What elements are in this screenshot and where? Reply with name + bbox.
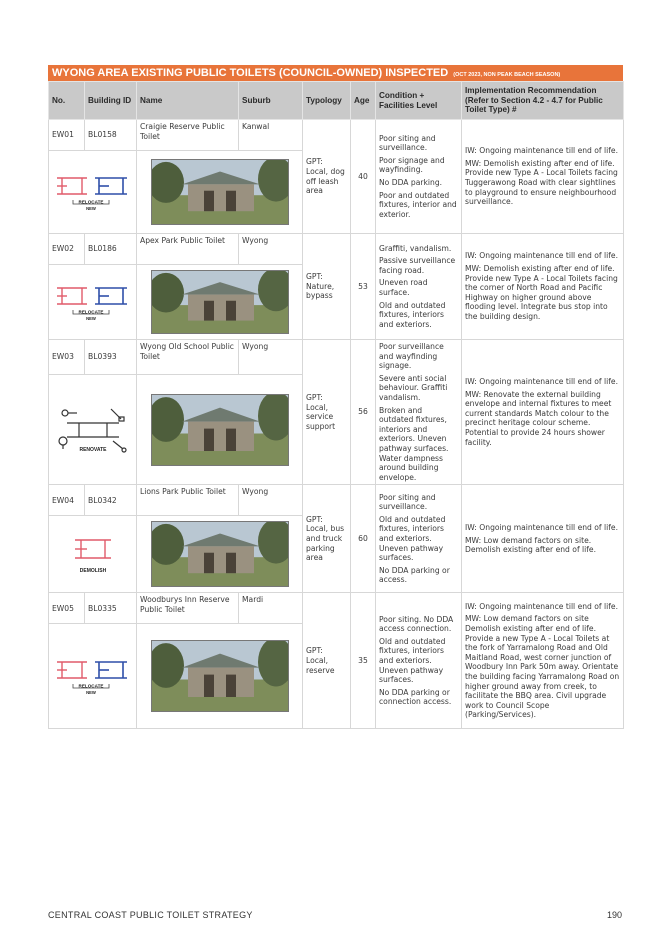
action-label: RENOVATE	[78, 446, 107, 453]
photo-cell	[137, 151, 303, 234]
table-title-main: WYONG AREA EXISTING PUBLIC TOILETS (COUNCIL-OWNED) INSPECTED	[52, 67, 449, 79]
row-building-id: BL0186	[85, 234, 137, 265]
action-diagram	[49, 151, 137, 234]
row-implementation	[462, 120, 624, 234]
action-label: RELOCATE	[78, 309, 103, 315]
row-number: EW02	[49, 234, 85, 265]
condition-item: Old and outdated fixtures, interiors and exteriors. Uneven pathway surfaces.	[379, 514, 446, 563]
row-implementation	[462, 593, 624, 729]
row-suburb: Wyong	[239, 340, 303, 375]
action-label: RELOCATE	[78, 683, 103, 689]
header-typology: Typology	[303, 82, 351, 120]
row-building-id: BL0335	[85, 593, 137, 624]
implementation-item: MW: Renovate the external building envelope and internal fixtures to meet current standards Match colour to the precinct heritage colour scheme. Potential to provide 24 hours shower facility.	[465, 389, 612, 447]
row-number: EW04	[49, 485, 85, 516]
implementation-item: MW: Low demand factors on site Demolish existing after end of life. Provide a new Type A - Local Toilets at the fork of Yarramalong Road and Old Maitland Road, west corner junction of Woodbury Inn Park 50m away. Orientate the building facing Yarramalong Road on higher ground away from creek, to facilitate the BBQ area. Civil upgrade work to Council Scope (Parking/Services).	[465, 614, 620, 720]
condition-item: Severe anti social behaviour. Graffiti vandalism.	[379, 373, 448, 402]
header-condition: Condition + Facilities Level	[376, 82, 462, 120]
row-typology: GPT: Local, service support	[303, 340, 351, 485]
table-row	[49, 340, 624, 375]
row-age: 40	[351, 120, 376, 234]
action-sublabel: NEW	[85, 690, 96, 696]
row-condition	[376, 593, 462, 729]
implementation-item: MW: Demolish existing after end of life. Provide new Type A - Local Toilets facing Tuggerawong Road with clear sightlines to playground to ensure neighbourhood surveillance.	[465, 158, 618, 207]
row-age: 53	[351, 234, 376, 340]
table-row	[49, 120, 624, 151]
condition-item: No DDA parking or connection access.	[379, 687, 452, 707]
condition-item: Poor signage and wayfinding.	[379, 155, 445, 175]
demolish-diagram-icon	[53, 532, 133, 576]
row-implementation	[462, 340, 624, 485]
condition-item: Poor siting. No DDA access connection.	[379, 614, 454, 634]
row-name: Apex Park Public Toilet	[137, 234, 239, 265]
implementation-item: IW: Ongoing maintenance till end of life.	[465, 522, 619, 532]
header-no: No.	[49, 82, 85, 120]
row-implementation	[462, 234, 624, 340]
action-diagram	[49, 624, 137, 729]
condition-item: Broken and outdated fixtures, interiors and exteriors. Uneven pathway surfaces. Water dampness around building envelope.	[379, 405, 449, 482]
table-row	[49, 234, 624, 265]
row-age: 56	[351, 340, 376, 485]
action-label: RELOCATE	[78, 199, 103, 205]
renovate-diagram-icon	[53, 405, 133, 455]
row-suburb: Wyong	[239, 234, 303, 265]
condition-item: Uneven road surface.	[379, 278, 428, 297]
row-building-id: BL0158	[85, 120, 137, 151]
action-diagram	[49, 516, 137, 593]
row-implementation	[462, 485, 624, 593]
row-typology: GPT: Local, bus and truck parking area	[303, 485, 351, 593]
table-header-row	[49, 82, 624, 120]
row-typology: GPT: Local, reserve	[303, 593, 351, 729]
row-building-id: BL0342	[85, 485, 137, 516]
relocate-diagram-icon	[53, 280, 133, 324]
row-building-id: BL0393	[85, 340, 137, 375]
condition-item: No DDA parking.	[379, 178, 443, 187]
implementation-item: IW: Ongoing maintenance till end of life.	[465, 146, 619, 156]
row-typology: GPT: Local, dog off leash area	[303, 120, 351, 234]
row-age: 35	[351, 593, 376, 729]
table-row	[49, 485, 624, 516]
header-building-id: Building ID	[85, 82, 137, 120]
photo-cell	[137, 624, 303, 729]
condition-item: Poor surveillance and wayfinding signage.	[379, 342, 444, 371]
table-row	[49, 593, 624, 624]
table-title-sub: (OCT 2023, NON PEAK BEACH SEASON)	[453, 72, 561, 78]
row-number: EW01	[49, 120, 85, 151]
condition-item: No DDA parking or access.	[379, 565, 450, 585]
toilet-building-photo	[151, 521, 289, 587]
row-condition	[376, 340, 462, 485]
page-number: 190	[606, 910, 622, 920]
header-implementation: Implementation Recommendation (Refer to Section 4.2 - 4.7 for Public Toilet Type) #	[462, 82, 624, 120]
row-number: EW03	[49, 340, 85, 375]
header-name: Name	[137, 82, 239, 120]
condition-item: Graffiti, vandalism.	[379, 243, 452, 253]
row-age: 60	[351, 485, 376, 593]
implementation-item: MW: Demolish existing after end of life. Provide new Type A - Local Toilets facing the corner of North Road and Pacific Highway on higher ground above flooding level. Integrate bus stop into the building design.	[465, 264, 618, 321]
header-suburb: Suburb	[239, 82, 303, 120]
condition-item: Old and outdated fixtures, interiors and exteriors. Uneven pathway surfaces.	[379, 636, 446, 685]
implementation-item: IW: Ongoing maintenance till end of life.	[465, 251, 619, 261]
action-diagram	[49, 265, 137, 340]
toilet-building-photo	[151, 640, 289, 712]
row-suburb: Kanwal	[239, 120, 303, 151]
row-typology: GPT: Nature, bypass	[303, 234, 351, 340]
condition-item: Poor and outdated fixtures, interior and exterior.	[379, 190, 457, 219]
relocate-diagram-icon	[53, 654, 133, 698]
action-label: DEMOLISH	[79, 568, 106, 575]
toilet-building-photo	[151, 159, 289, 225]
toilet-building-photo	[151, 270, 289, 334]
row-suburb: Wyong	[239, 485, 303, 516]
photo-cell	[137, 375, 303, 485]
row-suburb: Mardi	[239, 593, 303, 624]
row-name: Wyong Old School Public Toilet	[137, 340, 239, 375]
row-name: Craigie Reserve Public Toilet	[137, 120, 239, 151]
action-sublabel: NEW	[85, 206, 96, 211]
row-condition	[376, 485, 462, 593]
row-name: Lions Park Public Toilet	[137, 485, 239, 516]
toilet-building-photo	[151, 394, 289, 466]
header-age: Age	[351, 82, 376, 120]
implementation-item: IW: Ongoing maintenance till end of life.	[465, 377, 619, 387]
row-condition	[376, 120, 462, 234]
implementation-item: MW: Low demand factors on site. Demolish existing after end of life.	[465, 535, 597, 555]
photo-cell	[137, 265, 303, 340]
implementation-item: IW: Ongoing maintenance till end of life.	[465, 601, 619, 611]
action-diagram	[49, 375, 137, 485]
condition-item: Old and outdated fixtures, interiors and exteriors.	[379, 300, 446, 329]
action-sublabel: NEW	[85, 316, 96, 321]
relocate-diagram-icon	[53, 170, 133, 214]
table-title	[48, 65, 623, 81]
condition-item: Poor siting and surveillance.	[379, 492, 436, 512]
condition-item: Poor siting and surveillance.	[379, 133, 436, 153]
row-name: Woodburys Inn Reserve Public Toilet	[137, 593, 239, 624]
row-condition	[376, 234, 462, 340]
footer-title: CENTRAL COAST PUBLIC TOILET STRATEGY	[48, 910, 253, 920]
condition-item: Passive surveillance facing road.	[379, 256, 456, 275]
row-number: EW05	[49, 593, 85, 624]
photo-cell	[137, 516, 303, 593]
toilet-inventory-table	[48, 81, 624, 729]
